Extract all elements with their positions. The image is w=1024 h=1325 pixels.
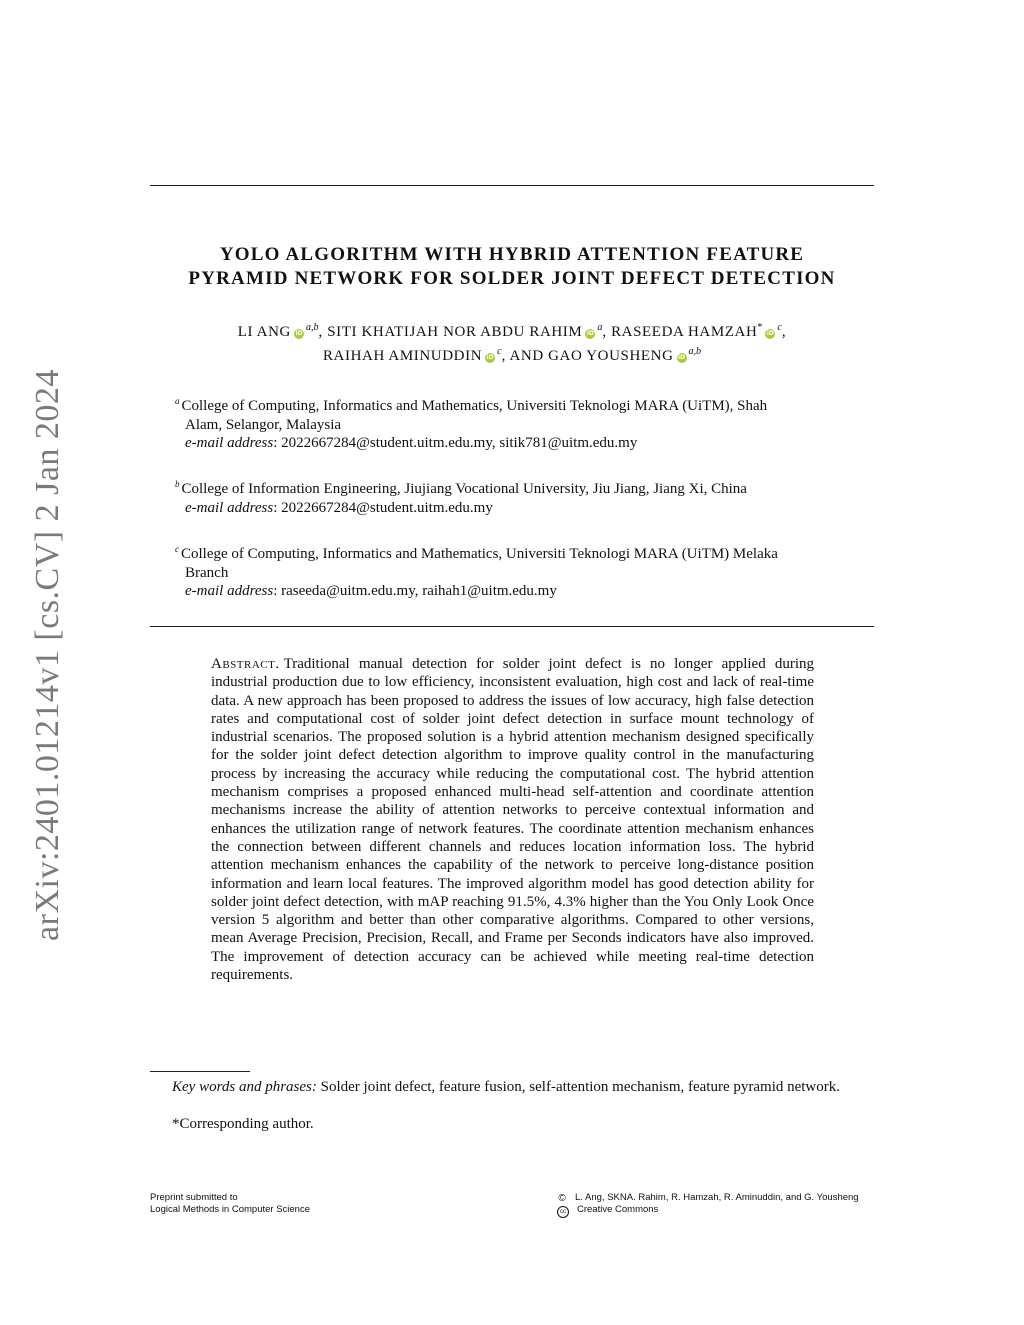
license-text[interactable]: Creative Commons: [577, 1204, 659, 1215]
paper-title: [150, 243, 874, 291]
abstract-label: Abstract.: [211, 656, 280, 672]
orcid-icon[interactable]: iD: [295, 330, 303, 337]
keywords-label: Key words and phrases:: [172, 1079, 317, 1095]
email-addresses: : 2022667284@student.uitm.edu.my: [273, 499, 493, 516]
affiliation-mark: a: [175, 396, 180, 406]
orcid-icon[interactable]: iD: [586, 330, 594, 337]
preprint-venue: Logical Methods in Computer Science: [150, 1204, 311, 1215]
orcid-icon[interactable]: iD: [766, 330, 774, 337]
author-affiliation-mark: a,b: [688, 346, 702, 357]
corresponding-note: [150, 1115, 874, 1133]
copyright-icon: ©: [558, 1193, 566, 1204]
author-line-2: RAIHAH AMINUDDIN $iD^c$, AND GAO YOUSHENG iD$^{a,b}$: [322, 346, 702, 364]
arxiv-identifier-text: arXiv:2401.01214v1 [cs.CV] 2 Jan 2024: [29, 369, 66, 941]
author-name: GAO YOUSHENG: [548, 348, 674, 364]
email-addresses: : 2022667284@student.uitm.edu.my, sitik781@uitm.edu.my: [273, 435, 638, 451]
corresponding-star: *: [757, 322, 763, 333]
section-rule: [150, 626, 874, 627]
affiliation-a: [175, 392, 855, 453]
author-name: LI ANG: [237, 324, 291, 340]
author-list: [150, 318, 874, 366]
affiliation-text: College of Computing, Informatics and Mathematics, Universiti Teknologi MARA (UiTM), Shah: [181, 398, 768, 414]
affiliation-text: College of Computing, Informatics and Mathematics, Universiti Teknologi MARA (UiTM) Melaka: [181, 546, 778, 562]
affiliation-b: [175, 475, 855, 517]
author-affiliation-mark: a,b: [305, 322, 319, 333]
author-name: SITI KHATIJAH NOR ABDU RAHIM: [327, 324, 583, 340]
author-affiliation-mark: c: [497, 346, 502, 357]
footnote-rule: [150, 1071, 250, 1072]
preprint-line-1: Preprint submitted to: [150, 1192, 238, 1203]
affiliation-mark: b: [175, 479, 180, 489]
creative-commons-icon: cc: [557, 1206, 569, 1218]
email-addresses: : raseeda@uitm.edu.my, raihah1@uitm.edu.my: [273, 583, 557, 599]
arxiv-identifier: [8, 369, 88, 941]
affiliation-mark: c: [175, 544, 179, 554]
abstract: [211, 655, 814, 984]
top-rule: [150, 185, 874, 186]
title-line-2: PYRAMID NETWORK FOR SOLDER JOINT DEFECT DETECTION: [188, 268, 836, 289]
keywords-text: Solder joint defect, feature fusion, self-attention mechanism, feature pyramid network.: [320, 1079, 841, 1095]
author-affiliation-mark: c: [777, 322, 782, 333]
author-name: RASEEDA HAMZAH: [611, 324, 758, 340]
affiliation-text: College of Information Engineering, Jiujiang Vocational University, Jiu Jiang, Jiang Xi, China: [181, 481, 747, 497]
author-affiliation-mark: a: [597, 322, 603, 333]
abstract-text: Traditional manual detection for solder joint defect is no longer applied during industrial production due to low efficiency, inconsistent evaluation, high cost and lack of real-time data. A new approach has been proposed to address the issues of low accuracy, high false detection rates and computational cost of solder joint defect detection in surface mount technology of industrial scenarios. The proposed solution is a hybrid attention mechanism designed specifically for the solder joint defect detection algorithm to improve quality control in the manufacturing process by increasing the accuracy while reducing the computational cost. The hybrid attention mechanism comprises a proposed enhanced multi-head self-attention and coordinate attention mechanisms increase the ability of attention networks to perceive contextual information and enhances the utilization range of network features. The coordinate attention mechanism enhances the connection between different channels and reduces location information loss. The hybrid attention mechanism enhances the capability of the network to perceive long-distance position information and learn local features. The improved algorithm model has good detection ability for solder joint defect detection, with mAP reaching 91.5%, 4.3% higher than the You Only Look Once version 5 algorithm and better than other comparative algorithms. Compared to other versions, mean Average Precision, Precision, Recall, and Frame per Seconds indicators have also improved. The improvement of detection accuracy can be achieved while meeting real-time detection requirements.: [211, 656, 814, 984]
copyright-info: [557, 1192, 859, 1218]
keywords: [150, 1078, 874, 1096]
email-label: e-mail address: [185, 499, 274, 516]
orcid-icon[interactable]: iD: [486, 354, 494, 361]
email-label: e-mail address: [185, 435, 274, 451]
orcid-icon[interactable]: iD: [678, 354, 686, 361]
title-line-1: YOLO ALGORITHM WITH HYBRID ATTENTION FEATURE: [219, 244, 805, 265]
author-name: RAIHAH AMINUDDIN: [322, 348, 483, 364]
email-label: e-mail address: [185, 583, 274, 599]
author-line-1: LI ANG iD$^{a,b}$, SITI KHATIJAH NOR ABDU RAHIM $iD^a$, RASEEDA $HAMZAH^*iD^c$,: [237, 322, 787, 340]
preprint-info: [150, 1192, 310, 1216]
affiliation-text-cont: Alam, Selangor, Malaysia: [185, 416, 342, 433]
affiliation-c: [175, 540, 855, 601]
copyright-text: L. Ang, SKNA. Rahim, R. Hamzah, R. Aminuddin, and G. Yousheng: [575, 1192, 859, 1203]
affiliation-text-cont: Branch: [185, 564, 229, 581]
corresponding-text: *Corresponding author.: [172, 1116, 314, 1132]
